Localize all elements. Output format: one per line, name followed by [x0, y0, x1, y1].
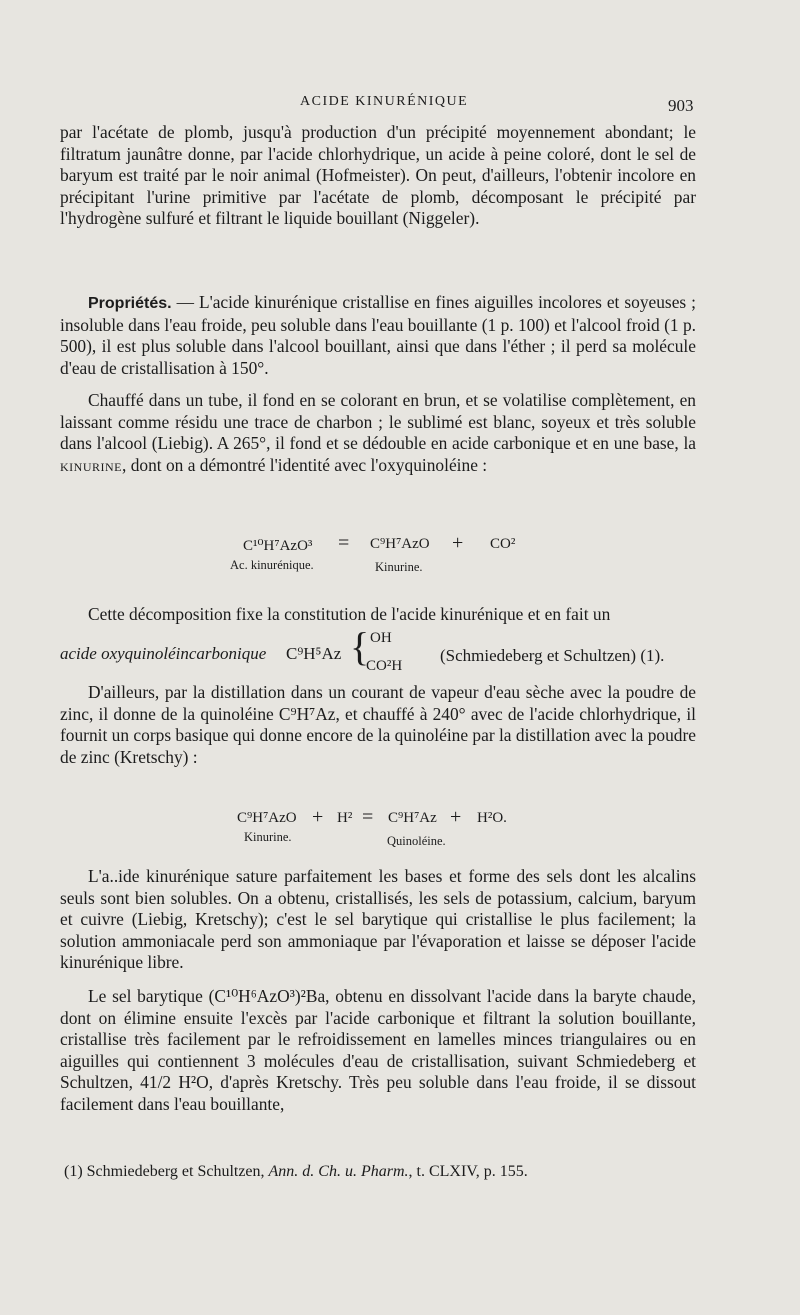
paragraph-barytic-salt — [60, 986, 696, 1115]
equation2-plus2: + — [450, 806, 462, 828]
equation2-term2: H² — [337, 810, 353, 826]
running-title: ACIDE KINURÉNIQUE — [300, 94, 469, 109]
substituent-co2h: CO²H — [366, 658, 403, 674]
paragraph-barytic-salt-text: Le sel barytique (C¹⁰H⁶AzO³)²Ba, obtenu en dissolvant l'acide dans la baryte chaude, dont on élimine ensuite l'excès par l'acide carbonique et filtrant la solution bouillante, cristallise très facilement par le refroidissement en lamelles minces triangulaires ou en aiguilles qui contiennent 3 molécules d'eau de cristallisation, suivant Schmiedeberg et Schultzen, 41/2 H²O, d'après Kretschy. Très peu soluble dans l'eau froide, il se dissout facilement dans l'eau bouillante, — [60, 986, 696, 1114]
equation2-plus1: + — [312, 806, 324, 828]
acid-formula-line — [60, 624, 700, 684]
equation1-caption-middle: Kinurine. — [375, 560, 423, 574]
paragraph-heating-b: , dont on a démontré l'identité avec l'oxyquinoléine : — [122, 454, 488, 475]
paragraph-properties-text — [60, 292, 696, 379]
equation-reduction — [0, 806, 800, 856]
paragraph-constitution — [60, 604, 696, 626]
equation2-term3: C⁹H⁷Az — [388, 810, 437, 826]
paragraph-heating-a: Chauffé dans un tube, il fond en se colorant en brun, et se volatilise complètement, en laissant comme résidu une trace de charbon ; le sublimé est blanc, soyeux et très soluble dans l'alcool (Liebig). A 265°, il fond et se dédouble en acide carbonique et en une base, la — [60, 390, 696, 453]
paragraph-salts — [60, 866, 696, 974]
equation2-caption3: Quinoléine. — [387, 834, 446, 848]
kinurine-term: kinurine — [60, 454, 122, 475]
equation1-left: C¹⁰H⁷AzO³ — [243, 538, 313, 554]
equation1-equals: = — [338, 532, 350, 554]
reference-schmiedeberg: (Schmiedeberg et Schultzen) (1). — [440, 646, 665, 665]
page-header — [0, 86, 800, 116]
paragraph-properties — [60, 292, 696, 379]
substituent-oh: OH — [370, 630, 392, 646]
equation2-term1: C⁹H⁷AzO — [237, 810, 297, 826]
paragraph-heating — [60, 390, 696, 476]
equation1-middle: C⁹H⁷AzO — [370, 536, 430, 552]
section-heading-proprietes: Propriétés. — [88, 295, 172, 312]
brace: { — [350, 624, 370, 669]
equation2-term4: H²O. — [477, 810, 507, 826]
page-number: 903 — [668, 96, 694, 115]
equation2-caption1: Kinurine. — [244, 830, 292, 844]
equation-decomposition — [0, 532, 800, 582]
paragraph-distillation — [60, 682, 696, 768]
footnote — [64, 1163, 684, 1181]
equation1-right: CO² — [490, 536, 516, 552]
paragraph-properties-body: — L'acide kinurénique cristallise en fines aiguilles incolores et soyeuses ; insoluble dans l'eau froide, peu soluble dans l'eau bouillante (1 p. 100) et l'alcool froid (1 p. 500), il est plus soluble dans l'alcool bouillant, ainsi que dans l'éther ; il perd sa molécule d'eau de cristallisation à 150°. — [60, 292, 696, 378]
equation1-caption-left: Ac. kinurénique. — [230, 558, 314, 572]
footnote-text-b: , t. CLXIV, p. 155. — [408, 1163, 528, 1180]
footnote-text-a: Schmiedeberg et Schultzen, — [82, 1163, 269, 1180]
acid-core-formula: C⁹H⁵Az — [286, 644, 342, 663]
equation2-equals: = — [362, 806, 374, 828]
paragraph-distillation-text: D'ailleurs, par la distillation dans un courant de vapeur d'eau sèche avec la poudre de zinc, il donne de la quinoléine C⁹H⁷Az, et chauffé à 240° avec de l'acide chlorhydrique, il fournit un corps basique qui donne encore de la quinoléine par la distillation avec la poudre de zinc (Kretschy) : — [60, 682, 697, 767]
equation1-plus: + — [452, 532, 464, 554]
paragraph-constitution-text: Cette décomposition fixe la constitution de l'acide kinurénique et en fait un — [88, 604, 611, 624]
footnote-journal: Ann. d. Ch. u. Pharm. — [268, 1163, 409, 1180]
acid-name: acide oxyquinoléincarbonique — [60, 644, 267, 663]
paragraph-1 — [60, 122, 696, 230]
paragraph-heating-text — [60, 390, 696, 476]
footnote-number: (1) — [64, 1163, 83, 1180]
paragraph-1-text: par l'acétate de plomb, jusqu'à production d'un précipité moyennement abondant; le filtratum jaunâtre donne, par l'acide chlorhydrique, un acide à peine coloré, dont le sel de baryum est traité par le noir animal (Hofmeister). On peut, d'ailleurs, l'obtenir incolore en précipitant l'urine primitive par l'acétate de plomb, décomposant le précipité par l'hydrogène sulfuré et filtrant le liquide bouillant (Niggeler). — [60, 122, 696, 228]
paragraph-salts-text: L'a..ide kinurénique sature parfaitement les bases et forme des sels dont les alcalins seuls sont bien solubles. On a obtenu, cristallisés, les sels de potassium, calcium, baryum et cuivre (Liebig, Kretschy); c'est le sel barytique qui cristallise le plus facilement; la solution ammoniacale perd son ammoniaque par l'évaporation et laisse se déposer l'acide kinurénique libre. — [60, 866, 696, 972]
